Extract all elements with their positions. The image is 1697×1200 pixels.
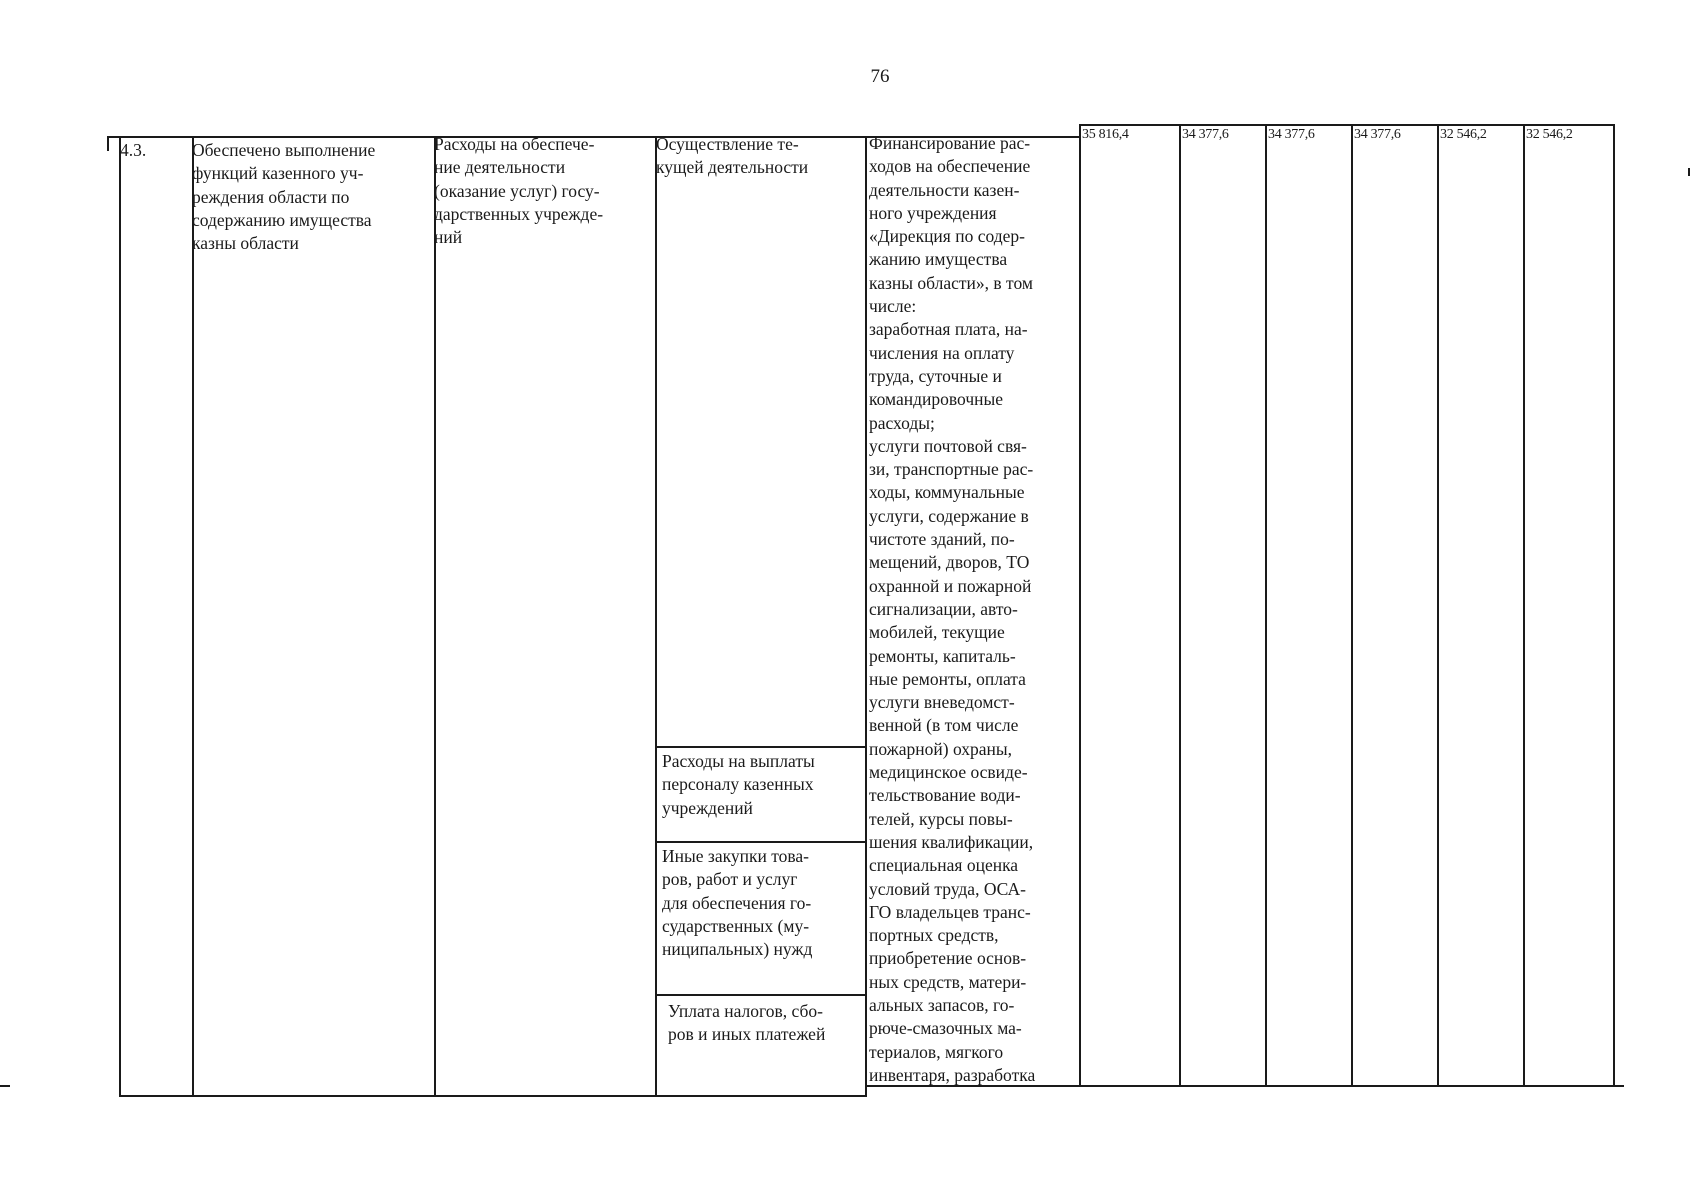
col-border-6 xyxy=(1179,124,1181,1087)
col-border-8 xyxy=(1351,124,1353,1087)
col-border-11 xyxy=(1613,124,1615,1087)
direction-procurement: Иные закупки това- ров, работ и услуг для обеспечения го- сударственных (му- ниципальных) нужд xyxy=(662,846,813,960)
col-border-3 xyxy=(655,136,657,1097)
amount-6: 32 546,2 xyxy=(1526,127,1573,142)
col-border-1 xyxy=(192,136,194,1097)
table-top-border-right xyxy=(1079,124,1615,126)
direction-divider-2 xyxy=(655,841,867,843)
col-border-9 xyxy=(1437,124,1439,1087)
direction-taxes: Уплата налогов, сбо- ров и иных платежей xyxy=(668,1001,826,1045)
col-border-4 xyxy=(865,136,867,1097)
col-border-5 xyxy=(1079,124,1081,1087)
amount-1: 35 816,4 xyxy=(1082,127,1129,142)
amount-4: 34 377,6 xyxy=(1354,127,1401,142)
direction-current-activity: Осуществление те- кущей деятельности xyxy=(656,134,809,178)
amount-3: 34 377,6 xyxy=(1268,127,1315,142)
amount-5: 32 546,2 xyxy=(1440,127,1487,142)
direction-staff-payments: Расходы на выплаты персоналу казенных учреждений xyxy=(662,751,815,818)
description-cell: Финансирование рас- ходов на обеспечение деятельности казен- ного учреждения «Дирекция по содер- жанию имущества казны области», в том числе: заработная плата, на- числения на оплату труда, суточные и командировочные расходы; услуги почтовой свя- зи, транспортные рас- ходы, коммунальные услуги, содержание в чистоте зданий, по- мещений, дворов, ТО охранной и пожарной сигнализации, авто- мобилей, текущие ремонты, капиталь- ные ремонты, оплата услуги вневедомст- венной (в том числе пожарной) охраны, медицинское освиде- тельствование води- телей, курсы повы- шения квалификации, специальная оценка условий труда, ОСА- ГО владельцев транс- портных средств, приобретение основ- ных средств, матери- альных запасов, го- рюче-смазочных ма- териалов, мягкого инвентаря, разработка xyxy=(869,133,1036,1085)
col-border-2 xyxy=(434,136,436,1097)
amount-2: 34 377,6 xyxy=(1182,127,1229,142)
scan-edge-mark-left xyxy=(0,1085,10,1087)
direction-divider-3 xyxy=(655,994,867,996)
col-border-10 xyxy=(1523,124,1525,1087)
expense-type-cell: Расходы на обеспече- ние деятельности (оказание услуг) госу- дарственных учрежде- ний xyxy=(434,134,604,248)
col-border-0b xyxy=(119,136,121,1097)
table-bottom-border xyxy=(119,1095,867,1097)
row-number: 4.3. xyxy=(120,140,147,160)
col-border-7 xyxy=(1265,124,1267,1087)
result-cell: Обеспечено выполнение функций казенного уч- реждения области по содержанию имущества казны области xyxy=(192,140,376,254)
direction-divider-1 xyxy=(655,746,867,748)
col-border-0 xyxy=(107,136,109,151)
scan-edge-mark-right xyxy=(1688,168,1690,176)
page-number: 76 xyxy=(870,66,890,87)
